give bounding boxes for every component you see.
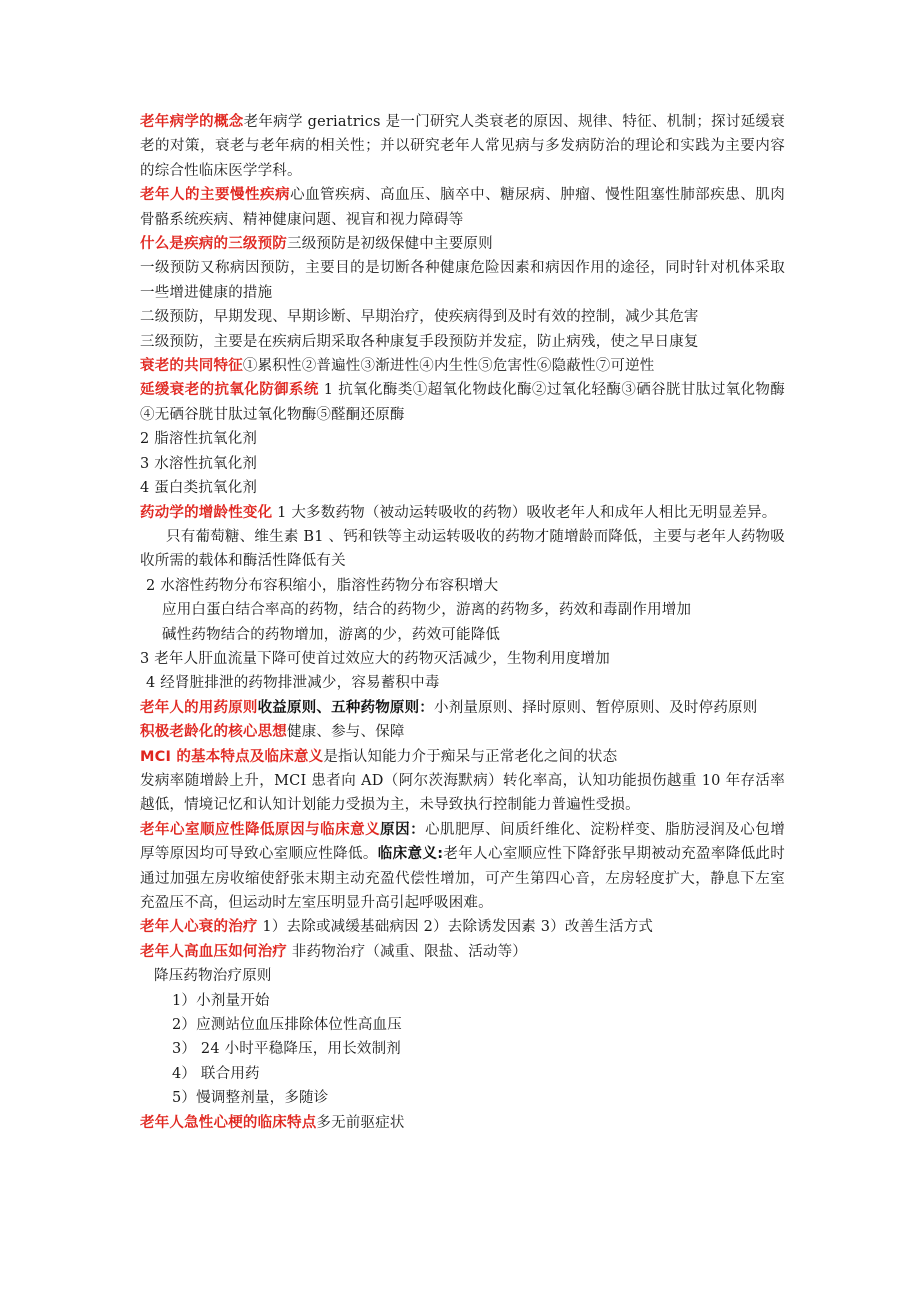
section-heart-failure-treatment — [140, 915, 785, 939]
list-item: 1）小剂量开始 — [172, 992, 270, 1009]
section-text: 三级预防是初级保健中主要原则 — [287, 236, 493, 253]
section-text: 老年人心室顺应性下降舒张早期被动充盈率降低此时通过加强左房收缩使舒张末期主动充盈代偿性增加，可产生第四心音，左房轻度扩大，静息下左室充盈压不高，但运动时左室压明显升高引起呼吸困难。 — [140, 846, 785, 911]
section-heading: 老年人心衰的治疗 — [140, 919, 258, 936]
list-item: 5）慢调整剂量，多随诊 — [172, 1090, 329, 1107]
section-hypertension-treatment — [140, 940, 785, 964]
paragraph-line: 发病率随增龄上升，MCI 患者向 AD（阿尔茨海默病）转化率高，认知功能损伤越重 10 年存活率越低，情境记忆和认知计划能力受损为主，未导致执行控制能力普遍性受损。 — [140, 772, 785, 814]
section-antioxidant-system — [140, 378, 785, 427]
section-medication-principles — [140, 696, 785, 720]
list-item: 4） 联合用药 — [172, 1065, 260, 1082]
section-text: 非药物治疗（减重、限盐、活动等） — [287, 943, 528, 960]
paragraph-line: 3 老年人肝血流量下降可使首过效应大的药物灭活减少，生物利用度增加 — [140, 650, 610, 667]
paragraph-line: 只有葡萄糖、维生素 B1 、钙和铁等主动运转吸收的药物才随增龄而降低，主要与老年人药物吸收所需的载体和酶活性降低有关 — [140, 528, 785, 570]
section-aging-features — [140, 354, 785, 378]
paragraph-line: 三级预防，主要是在疾病后期采取各种康复手段预防并发症，防止病残，使之早日康复 — [140, 333, 699, 350]
paragraph-line: 2 水溶性药物分布容积缩小，脂溶性药物分布容积增大 — [146, 577, 499, 594]
section-mci — [140, 745, 785, 769]
list-item: 3） 24 小时平稳降压，用长效制剂 — [172, 1041, 401, 1058]
section-text: 1 大多数药物（被动运转吸收的药物）吸收老年人和成年人相比无明显差异。 — [272, 504, 777, 521]
section-text: 小剂量原则、择时原则、暂停原则、及时停药原则 — [434, 699, 758, 716]
bold-text: 临床意义: — [377, 846, 444, 863]
section-text: 心血管疾病、高血压、脑卒中、糖尿病、肿瘤、慢性阻塞性肺部疾患、肌肉骨骼系统疾病、精神健康问题、视盲和视力障碍等 — [140, 187, 785, 228]
list-item: 2）应测站位血压排除体位性高血压 — [172, 1017, 402, 1034]
paragraph-line: 二级预防，早期发现、早期诊断、早期治疗，使疾病得到及时有效的控制，减少其危害 — [140, 309, 699, 326]
section-heading: MCI 的基本特点及临床意义 — [140, 748, 324, 765]
section-chronic-diseases — [140, 183, 785, 232]
section-heading: 延缓衰老的抗氧化防御系统 — [140, 382, 319, 399]
section-text: ①累积性②普遍性③渐进性④内生性⑤危害性⑥隐蔽性⑦可逆性 — [242, 358, 655, 375]
section-heading: 老年病学的概念 — [140, 114, 244, 130]
section-heading: 什么是疾病的三级预防 — [140, 236, 287, 253]
section-heading: 老年人的用药原则 — [140, 699, 258, 716]
section-geriatrics-concept — [140, 110, 785, 183]
paragraph-line: 2 脂溶性抗氧化剂 — [140, 431, 258, 448]
section-heading: 老年人的主要慢性疾病 — [140, 187, 291, 204]
paragraph-line: 一级预防又称病因预防，主要目的是切断各种健康危险因素和病因作用的途径，同时针对机体采取一些增进健康的措施 — [140, 260, 785, 301]
paragraph-line: 应用白蛋白结合率高的药物，结合的药物少，游离的药物多，药效和毒副作用增加 — [162, 602, 692, 619]
section-ventricular-compliance — [140, 818, 785, 916]
paragraph-line: 4 蛋白类抗氧化剂 — [140, 480, 258, 497]
section-heading: 老年人高血压如何治疗 — [140, 943, 287, 960]
section-text: 健康、参与、保障 — [287, 724, 405, 741]
section-heading: 老年心室顺应性降低原因与临床意义 — [140, 821, 381, 838]
bold-text: 收益原则、五种药物原则： — [257, 699, 435, 716]
section-heading: 药动学的增龄性变化 — [140, 504, 273, 521]
section-text: 老年病学 geriatrics 是一门研究人类衰老的原因、规律、特征、机制；探讨延缓衰老的对策，衰老与老年病的相关性；并以研究老年人常见病与多发病防治的理论和实践为主要内容的综合性临床医学学科。 — [140, 114, 785, 179]
paragraph-line: 降压药物治疗原则 — [154, 968, 272, 985]
section-text: 1 抗氧化酶类①超氧化物歧化酶②过氧化轻酶③硒谷胱甘肽过氧化物酶④无硒谷胱甘肽过氧化物酶⑤醛酮还原酶 — [140, 382, 785, 423]
section-heading: 老年人急性心梗的临床特点 — [140, 1114, 317, 1131]
bold-text: 原因： — [380, 821, 426, 838]
section-active-aging — [140, 720, 785, 744]
section-text: 多无前驱症状 — [316, 1114, 405, 1131]
section-text: 心肌肥厚、间质纤维化、淀粉样变、脂肪浸润及心包增厚等原因均可导致心室顺应性降低。 — [140, 821, 785, 863]
section-pharmacokinetics — [140, 501, 785, 525]
paragraph-line: 4 经肾脏排泄的药物排泄减少，容易蓄积中毒 — [146, 675, 440, 692]
section-text: 是指认知能力介于痴呆与正常老化之间的状态 — [323, 748, 618, 765]
paragraph-line: 碱性药物结合的药物增加，游离的少，药效可能降低 — [162, 626, 501, 643]
section-three-level-prevention — [140, 232, 785, 256]
section-text: 1）去除或减缓基础病因 2）去除诱发因素 3）改善生活方式 — [257, 919, 654, 936]
section-heading: 衰老的共同特征 — [140, 358, 243, 375]
document-body — [140, 110, 785, 1135]
section-heading: 积极老龄化的核心思想 — [140, 724, 287, 741]
paragraph-line: 3 水溶性抗氧化剂 — [140, 455, 258, 472]
section-acute-mi — [140, 1111, 785, 1135]
